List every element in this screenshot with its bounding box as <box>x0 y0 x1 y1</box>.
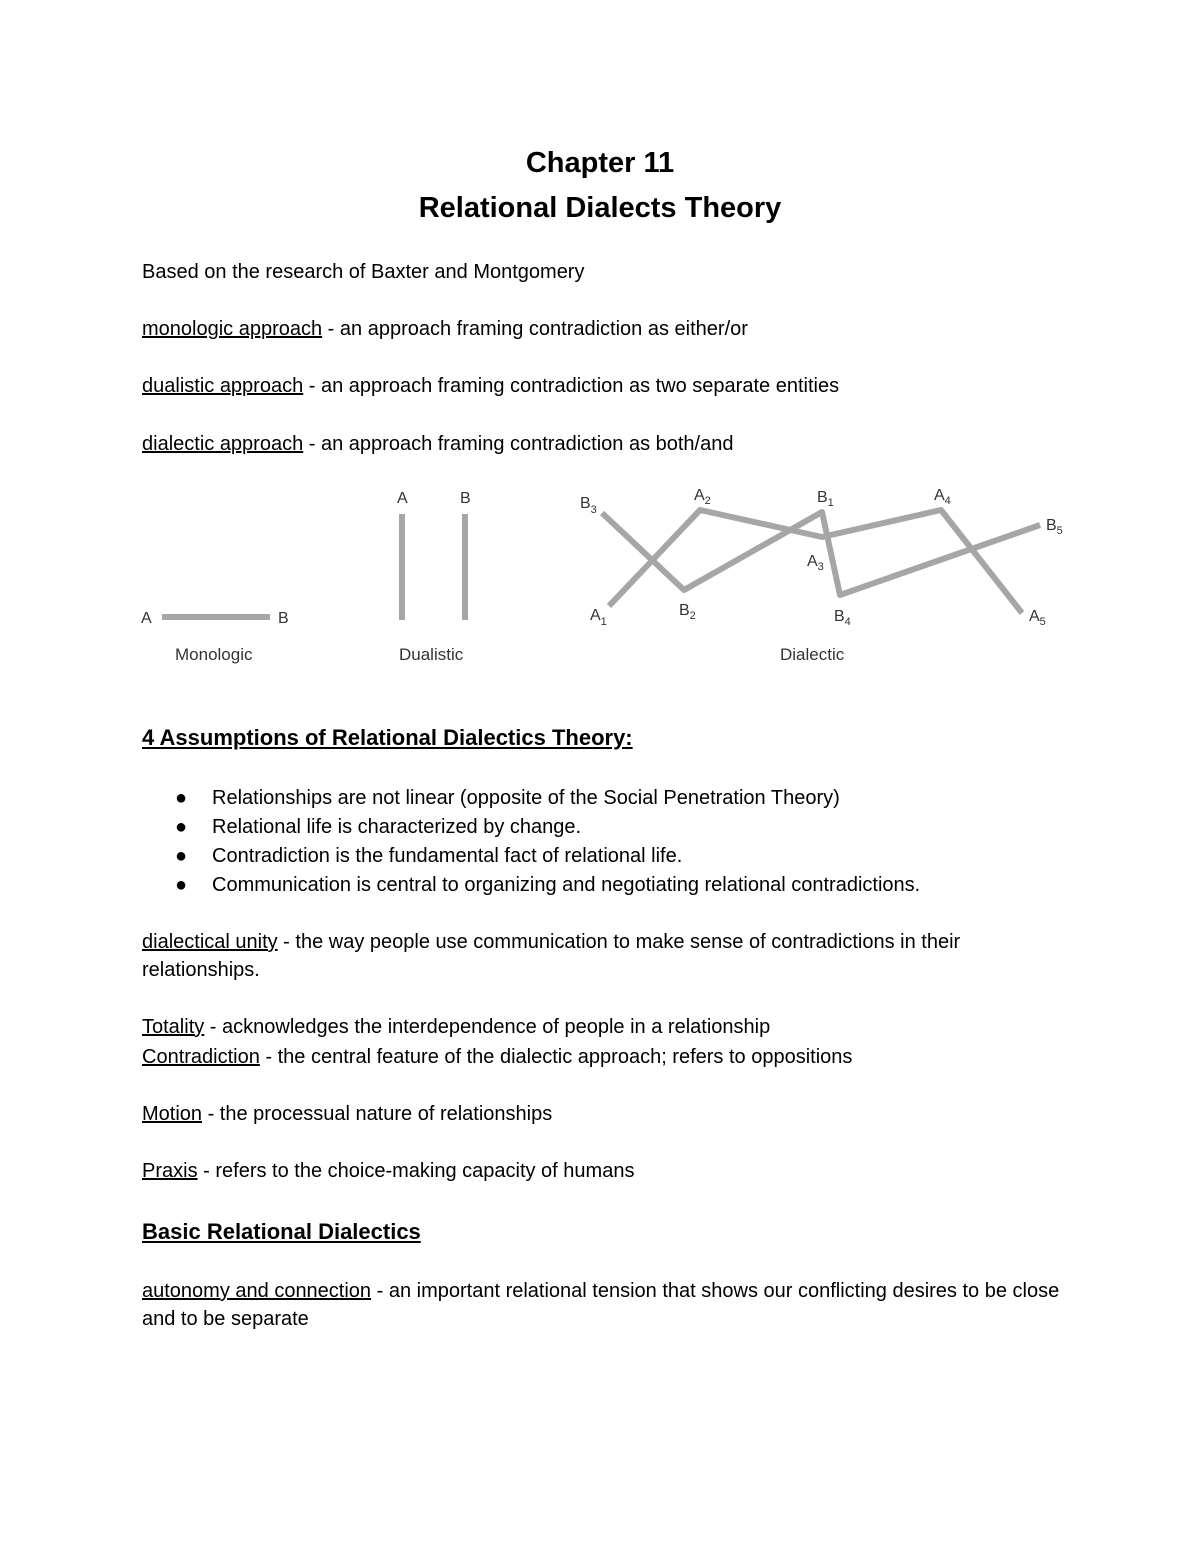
definition-monologic <box>142 315 1072 343</box>
dialectic-label-a1: $A_1$ <box>590 607 607 628</box>
assumptions-heading: 4 Assumptions of Relational Dialectics Theory: <box>142 725 633 750</box>
definition-dualistic-text: - an approach framing contradiction as two separate entities <box>303 375 840 397</box>
list-item: ● Communication is central to organizing and negotiating relational contradictions. <box>142 871 1072 900</box>
term-autonomy-connection: autonomy and connection <box>142 1280 372 1302</box>
chapter-number: Chapter 11 <box>525 147 675 179</box>
dialectic-label-b4: $B_4$ <box>834 608 851 628</box>
basic-dialectics-heading: Basic Relational Dialectics <box>142 1219 421 1244</box>
list-item: ● Contradiction is the fundamental fact of relational life. <box>142 842 1072 871</box>
definition-totality: Totality - acknowledges the interdependence of people in a relationship <box>142 1016 771 1038</box>
definition-monologic-text: - an approach framing contradiction as either/or <box>322 318 748 340</box>
definition-contradiction: Contradiction - the central feature of the dialectic approach; refers to oppositions <box>142 1046 853 1068</box>
dialectic-label-a2: $A_2$ <box>694 487 711 507</box>
dialectic-label-a4: $A_4$ <box>934 487 951 507</box>
list-item: ● Relationships are not linear (opposite of the Social Penetration Theory) <box>142 784 1072 813</box>
dialectic-label-a3: $A_3$ <box>807 553 824 573</box>
dualistic-b-label: B <box>460 490 471 507</box>
definition-praxis: Praxis - refers to the choice-making capacity of humans <box>142 1160 635 1182</box>
term-motion: Motion <box>142 1103 203 1125</box>
approaches-diagram <box>0 475 1200 675</box>
term-monologic: monologic approach <box>142 318 323 340</box>
monologic-a-label: A <box>141 610 152 627</box>
monologic-b-label: B <box>278 610 289 627</box>
dialectic-label-b5: $B_5$ <box>1046 517 1063 537</box>
dialectic-label-b1: $B_1$ <box>817 489 834 509</box>
monologic-caption: Monologic <box>175 645 253 664</box>
term-dialectic: dialectic approach <box>142 433 304 455</box>
chapter-title: Relational Dialects Theory <box>418 192 782 224</box>
definition-dialectical-unity: dialectical unity - the way people use communication to make sense of contradictions in their relationships. <box>142 931 961 981</box>
definition-dialectic <box>142 430 1072 458</box>
dialectic-label-b3: $B_3$ <box>580 495 597 516</box>
definition-motion: Motion - the processual nature of relationships <box>142 1103 553 1125</box>
definition-autonomy-connection: autonomy and connection - an important relational tension that shows our conflicting desires to be close and to be separate <box>142 1280 1060 1330</box>
term-dualistic: dualistic approach <box>142 375 304 397</box>
term-praxis: Praxis <box>142 1160 198 1182</box>
bullet-icon: ● <box>175 874 188 896</box>
bullet-icon: ● <box>175 787 188 809</box>
intro-text: Based on the research of Baxter and Montgomery <box>142 261 585 283</box>
bullet-icon: ● <box>175 845 188 867</box>
bullet-icon: ● <box>175 816 188 838</box>
term-contradiction: Contradiction <box>142 1046 260 1068</box>
term-totality: Totality <box>142 1016 205 1038</box>
assumptions-list <box>142 784 1072 900</box>
dialectic-label-b2: $B_2$ <box>679 602 696 622</box>
dualistic-a-label: A <box>397 490 408 507</box>
term-dialectical-unity: dialectical unity <box>142 931 278 953</box>
definition-dualistic <box>142 372 1072 400</box>
dualistic-caption: Dualistic <box>399 645 464 664</box>
list-item: ● Relational life is characterized by change. <box>142 813 1072 842</box>
dialectic-caption: Dialectic <box>780 645 845 664</box>
definition-dialectic-text: - an approach framing contradiction as both/and <box>303 433 734 455</box>
dialectic-label-a5: $A_5$ <box>1029 608 1046 628</box>
